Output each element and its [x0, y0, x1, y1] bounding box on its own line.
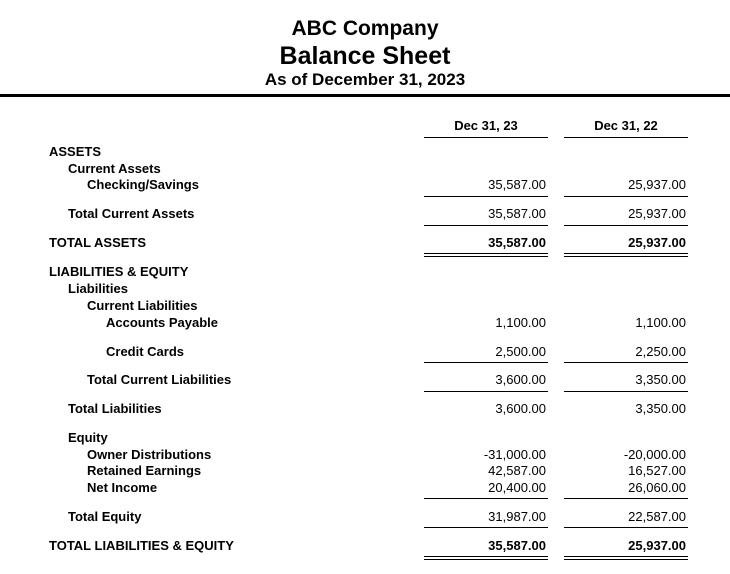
row-total-current-liabilities-current: 3,600.00: [495, 372, 546, 387]
row-retained-earnings-current: 42,587.00: [488, 463, 546, 478]
row-retained-earnings-label: Retained Earnings: [87, 463, 202, 478]
row-net-income-prior: 26,060.00: [628, 480, 686, 495]
group-current-assets: Current Assets: [68, 161, 161, 176]
subtotal-line: [564, 225, 688, 226]
double-underline: [564, 556, 688, 560]
row-credit-cards-current: 2,500.00: [495, 344, 546, 359]
subtotal-line: [424, 527, 548, 528]
double-underline: [424, 556, 548, 560]
group-equity: Equity: [68, 430, 108, 445]
row-accounts-payable-label: Accounts Payable: [106, 315, 218, 330]
subtotal-line: [424, 391, 548, 392]
company-name: ABC Company: [291, 17, 439, 40]
row-owner-distributions-prior: -20,000.00: [623, 447, 686, 462]
double-underline: [424, 253, 548, 257]
row-owner-distributions-current: -31,000.00: [483, 447, 546, 462]
subtotal-line: [424, 225, 548, 226]
row-net-income-label: Net Income: [87, 480, 158, 495]
row-total-liabilities-current: 3,600.00: [495, 401, 546, 416]
row-total-equity-current: 31,987.00: [488, 509, 546, 524]
row-accounts-payable-current: 1,100.00: [495, 315, 546, 330]
row-total-assets-current: 35,587.00: [488, 235, 546, 250]
row-owner-distributions-label: Owner Distributions: [87, 447, 212, 462]
section-assets: ASSETS: [49, 144, 102, 159]
section-liabilities-equity: LIABILITIES & EQUITY: [49, 264, 189, 279]
column-header-current: Dec 31, 23: [424, 118, 548, 138]
row-credit-cards-prior: 2,250.00: [635, 344, 686, 359]
group-liabilities: Liabilities: [68, 281, 128, 296]
row-total-liabilities-label: Total Liabilities: [68, 401, 162, 416]
row-total-current-assets-prior: 25,937.00: [628, 206, 686, 221]
row-total-current-assets-label: Total Current Assets: [68, 206, 195, 221]
row-total-liabilities-equity-prior: 25,937.00: [628, 538, 686, 553]
row-total-current-liabilities-label: Total Current Liabilities: [87, 372, 232, 387]
row-total-equity-label: Total Equity: [68, 509, 142, 524]
double-underline: [564, 253, 688, 257]
row-net-income-current: 20,400.00: [488, 480, 546, 495]
subtotal-line: [424, 362, 548, 363]
row-total-liabilities-equity-label: TOTAL LIABILITIES & EQUITY: [49, 538, 234, 553]
report-title: Balance Sheet: [279, 42, 451, 70]
row-total-assets-prior: 25,937.00: [628, 235, 686, 250]
subtotal-line: [424, 498, 548, 499]
subtotal-line: [564, 196, 688, 197]
group-current-liabilities: Current Liabilities: [87, 298, 198, 313]
subtotal-line: [564, 391, 688, 392]
row-total-current-assets-current: 35,587.00: [488, 206, 546, 221]
header-rule: [0, 94, 730, 97]
row-credit-cards-label: Credit Cards: [106, 344, 185, 359]
subtotal-line: [564, 362, 688, 363]
subtotal-line: [564, 527, 688, 528]
row-checking-savings-label: Checking/Savings: [87, 177, 199, 192]
report-date: As of December 31, 2023: [264, 70, 466, 89]
subtotal-line: [564, 498, 688, 499]
row-accounts-payable-prior: 1,100.00: [635, 315, 686, 330]
column-header-prior: Dec 31, 22: [564, 118, 688, 138]
subtotal-line: [424, 196, 548, 197]
row-checking-savings-current: 35,587.00: [488, 177, 546, 192]
row-total-equity-prior: 22,587.00: [628, 509, 686, 524]
row-total-liabilities-prior: 3,350.00: [635, 401, 686, 416]
row-retained-earnings-prior: 16,527.00: [628, 463, 686, 478]
row-total-current-liabilities-prior: 3,350.00: [635, 372, 686, 387]
row-checking-savings-prior: 25,937.00: [628, 177, 686, 192]
row-total-liabilities-equity-current: 35,587.00: [488, 538, 546, 553]
row-total-assets-label: TOTAL ASSETS: [49, 235, 147, 250]
